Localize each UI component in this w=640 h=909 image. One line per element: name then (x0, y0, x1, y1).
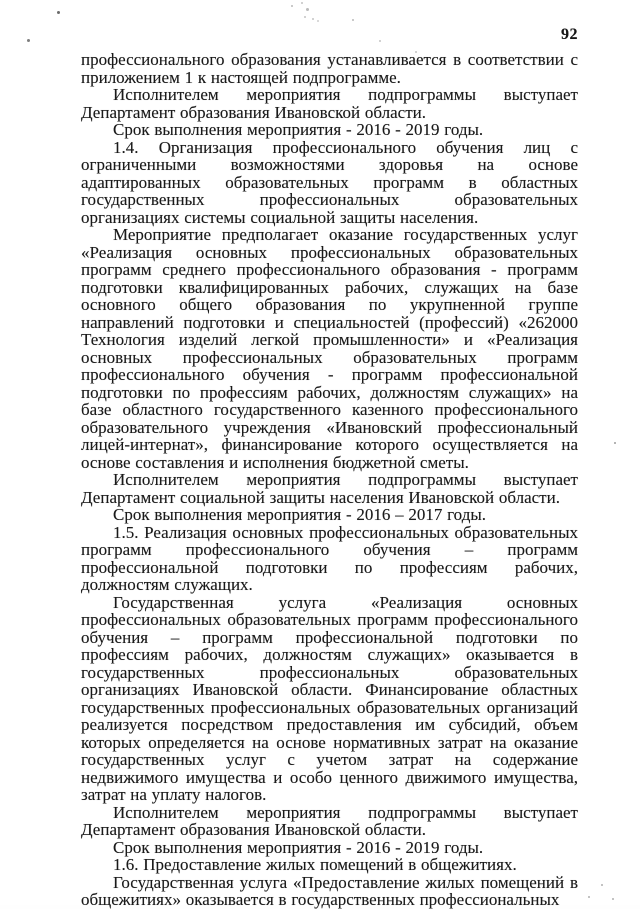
scan-speck (614, 442, 616, 444)
scan-speck (57, 11, 60, 14)
scan-speck (301, 2, 303, 4)
scan-speck (379, 40, 381, 42)
paragraph: Исполнителем мероприятия подпрограммы выступает Департамент образования Ивановской области. (81, 85, 578, 122)
scan-speck (601, 884, 603, 886)
paragraph: Исполнителем мероприятия подпрограммы выступает Департамент социальной защиты населения Ивановской области. (81, 470, 578, 507)
paragraph: Срок выполнения мероприятия - 2016 – 2017 годы. (113, 505, 487, 524)
scan-speck (612, 898, 614, 900)
scan-speck (306, 8, 309, 11)
scan-speck (312, 18, 314, 20)
paragraph: 1.4. Организация профессионального обучения лиц с ограниченными возможностями здоровья на основе адаптированных образовательных программ в областных государственных профессиональных образовательных организациях системы социальной защиты населения. (81, 137, 578, 227)
paragraph: Исполнителем мероприятия подпрограммы выступает Департамент образования Ивановской области. (81, 802, 578, 839)
paragraph: Государственная услуга «Предоставление жилых помещений в общежитиях» оказывается в государственных профессиональных (81, 872, 578, 909)
paragraph: Срок выполнения мероприятия - 2016 - 2019 годы. (113, 837, 484, 857)
paragraph: Срок выполнения мероприятия - 2016 - 2019 годы. (113, 120, 484, 139)
scan-speck (588, 896, 590, 898)
paragraph: профессионального образования устанавливается в соответствии с приложением 1 к настоящей подпрограмме. (81, 50, 578, 87)
page-number: 92 (561, 26, 578, 43)
scan-speck (291, 5, 293, 7)
scan-speck (317, 20, 319, 22)
scan-speck (27, 39, 30, 42)
paragraph: 1.6. Предоставление жилых помещений в общежитиях. (113, 855, 517, 874)
paragraph: 1.5. Реализация основных профессиональных образовательных программ профессионального обучения – программ профессиональной подготовки по профессиям рабочих, должностям служащих. (81, 522, 578, 594)
document-body (81, 51, 578, 909)
paragraph: Государственная услуга «Реализация основных профессиональных образовательных программ профессионального обучения – программ профессиональной подготовки по профессиям рабочих, должностям служащих» оказывается в государственных профессиональных образовательных организациях Ивановской области. Финансирование областных государственных профессиональных образовательных организаций реализуется посредством предоставления им субсидий, объем которых определяется на основе нормативных затрат на оказание государственных услуг с учетом затрат на содержание недвижимого имущества и особо ценного движимого имущества, затрат на уплату налогов. (81, 592, 578, 804)
scan-speck (304, 16, 306, 18)
paragraph: Мероприятие предполагает оказание государственных услуг «Реализация основных профессиональных образовательных программ среднего профессионального образования - программ подготовки квалифицированных рабочих, служащих на базе основного общего образования по укрупненной группе направлений подготовки и специальностей (профессий) «262000 Технология изделий легкой промышленности» и «Реализация основных профессиональных образовательных программ профессионального обучения - программ профессиональной подготовки по профессиям рабочих, должностям служащих» на базе областного государственного казенного профессионального образовательного учреждения «Ивановский профессиональный лицей-интернат», финансирование которого осуществляется на основе составления и исполнения бюджетной сметы. (81, 225, 578, 472)
scan-speck (352, 19, 354, 21)
